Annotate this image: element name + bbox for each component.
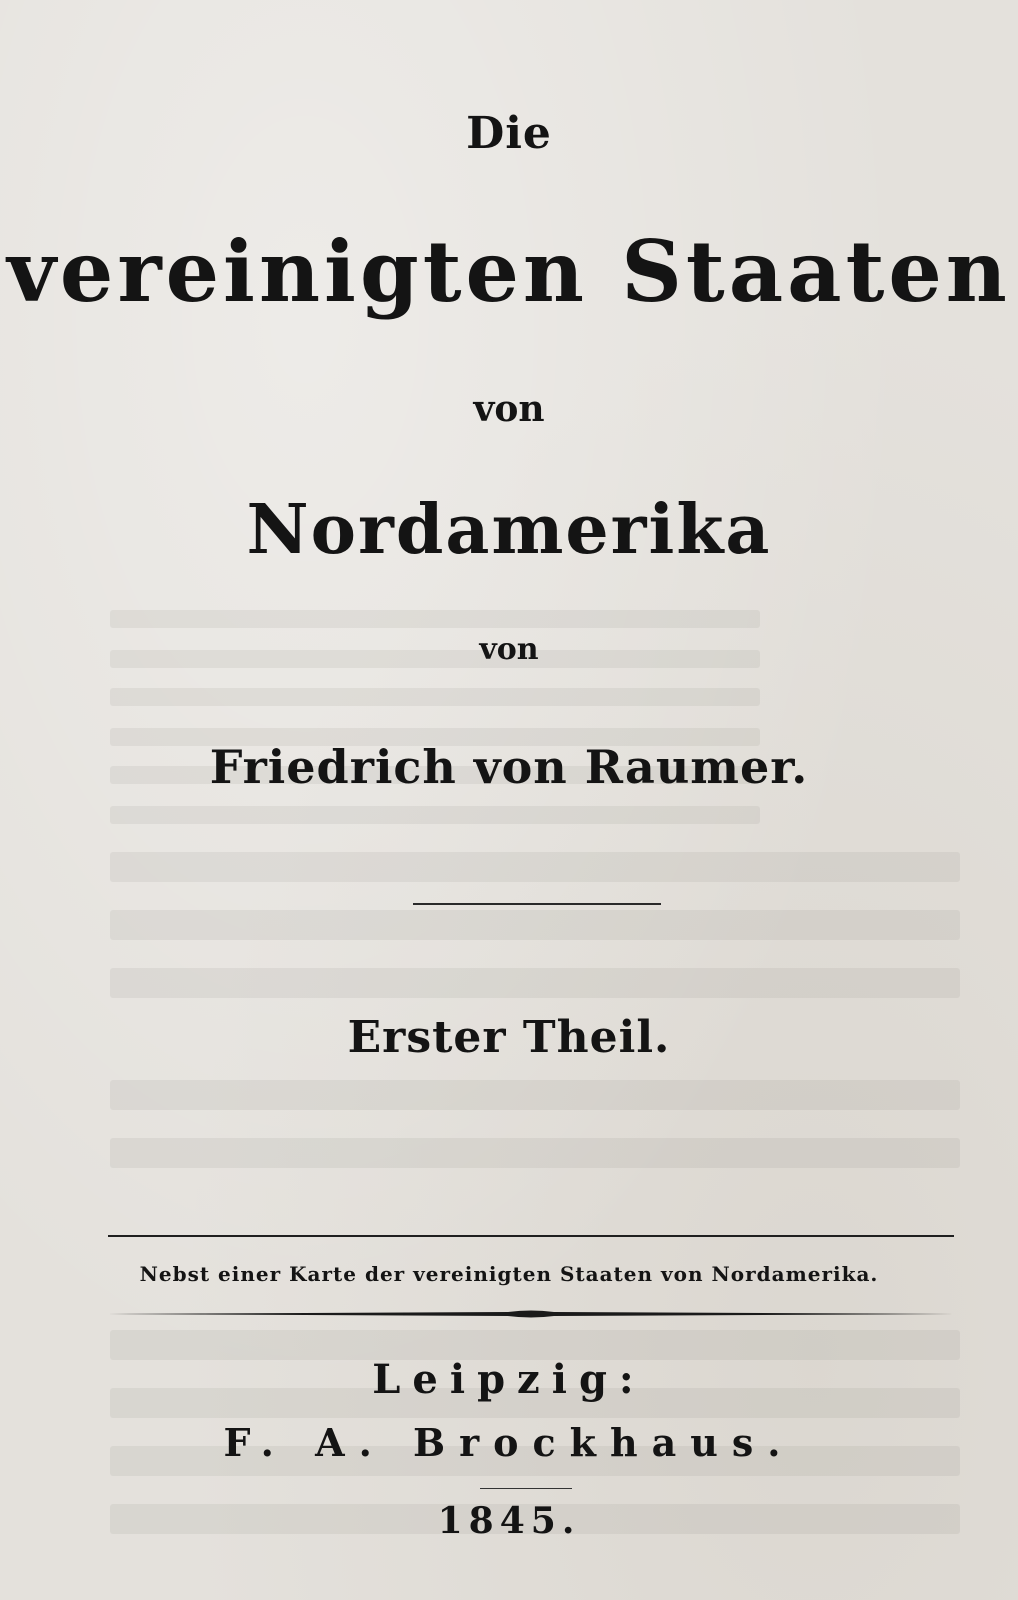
imprint-year: 1845. (437, 1500, 581, 1542)
year-rule (480, 1488, 572, 1489)
thin-rule (108, 1235, 954, 1237)
title-country: Nordamerika (246, 490, 772, 570)
imprint-publisher: F. A. Brockhaus. (223, 1420, 795, 1465)
map-note: Nebst einer Karte der vereinigten Staaten von Nordamerika. (139, 1262, 879, 1286)
divider-rule (413, 903, 661, 905)
main-title: vereinigten Staaten (7, 222, 1011, 321)
author-von: von (479, 632, 539, 667)
imprint-city: Leipzig: (372, 1356, 646, 1403)
volume-label: Erster Theil. (347, 1012, 671, 1063)
swell-rule (108, 1309, 954, 1319)
author-name: Friedrich von Raumer. (209, 740, 809, 794)
title-article: Die (466, 108, 552, 159)
title-von: von (473, 388, 545, 430)
